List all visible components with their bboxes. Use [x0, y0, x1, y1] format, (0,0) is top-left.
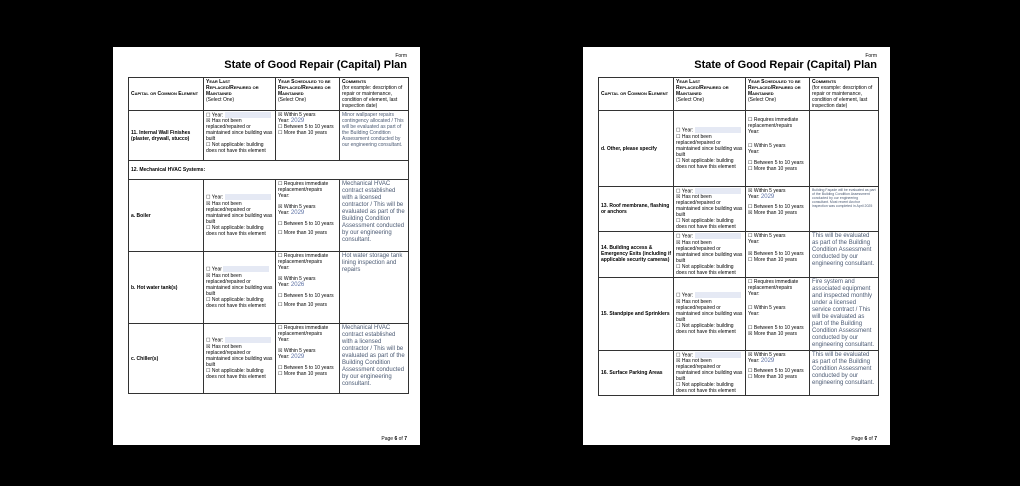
- comment-text[interactable]: Building Façade will be evaluated as part of the Building Condition Assessment conducted by our engineering consultant. Most recent Anchor inspection was completed in April 2025: [810, 187, 879, 232]
- not-applicable-checkbox[interactable]: ☐ Not applicable: building does not have this element: [676, 322, 736, 335]
- more-than-10-checkbox[interactable]: ☐ More than 10 years: [278, 371, 327, 377]
- year-checkbox[interactable]: ☐ Year:: [206, 112, 224, 119]
- year-input[interactable]: [225, 194, 271, 200]
- comment-text[interactable]: Fire system and associated equipment and inspected monthly under a licensed service contract / This will be evaluated as part of the Building Condition Assessment conducted by our engineering consultant.: [810, 277, 879, 350]
- immediate-year-label: Year:: [278, 265, 290, 271]
- comment-text[interactable]: This will be evaluated as part of the Building Condition Assessment conducted by our engineering consultant.: [810, 232, 879, 277]
- table-row: [129, 252, 409, 324]
- repair-plan-table: [128, 77, 409, 394]
- scheduled-options: [746, 111, 810, 187]
- table-header-row: [599, 78, 879, 111]
- more-than-10-checkbox[interactable]: ☐ More than 10 years: [278, 302, 327, 308]
- year-value[interactable]: 2029: [760, 194, 775, 200]
- year-label: Year:: [278, 118, 290, 124]
- year-input[interactable]: [695, 352, 741, 358]
- more-than-10-checkbox[interactable]: ☒ More than 10 years: [748, 330, 797, 337]
- section-title: 12. Mechanical HVAC Systems:: [129, 161, 409, 180]
- last-options: [204, 111, 276, 161]
- year-input[interactable]: [695, 233, 741, 239]
- page-title: State of Good Repair (Capital) Plan: [694, 59, 877, 71]
- repair-plan-table: [598, 77, 879, 396]
- last-options: [674, 232, 746, 277]
- not-replaced-checkbox[interactable]: ☒ Has not been replaced/repaired or maintained since building was built: [206, 343, 273, 368]
- scheduled-options: [276, 324, 340, 394]
- year-checkbox[interactable]: ☐ Year:: [676, 351, 694, 358]
- immediate-checkbox[interactable]: ☐ Requires immediate replacement/repairs: [278, 325, 329, 337]
- more-than-10-checkbox[interactable]: ☐ More than 10 years: [278, 230, 327, 236]
- not-replaced-checkbox[interactable]: ☐ Has not been replaced/repaired or maintained since building was built: [676, 133, 743, 158]
- table-row: [129, 180, 409, 252]
- form-page-left: [113, 47, 420, 445]
- not-replaced-checkbox[interactable]: ☒ Has not been replaced/repaired or maintained since building was built: [676, 357, 743, 382]
- year-value[interactable]: 2029: [290, 210, 305, 216]
- not-replaced-checkbox[interactable]: ☒ Has not been replaced/repaired or maintained since building was built: [206, 200, 273, 225]
- within-5-checkbox[interactable]: ☒ Within 5 years: [748, 351, 786, 358]
- year-checkbox[interactable]: ☐ Year:: [676, 127, 694, 134]
- year-checkbox[interactable]: ☐ Year:: [206, 337, 224, 344]
- within-5-checkbox[interactable]: ☒ Within 5 years: [278, 348, 316, 354]
- element-label: 11. Internal Wall Finishes (plaster, drywall, stucco): [129, 111, 204, 161]
- year-label: Year:: [748, 239, 760, 246]
- immediate-year-label: Year:: [278, 193, 290, 199]
- table-row: [599, 187, 879, 232]
- page-title: State of Good Repair (Capital) Plan: [224, 59, 407, 71]
- header-scheduled: Year Scheduled to be Replaced/Repaired or Maintained (Select One): [746, 78, 810, 111]
- year-input[interactable]: [695, 188, 741, 194]
- between-5-10-checkbox[interactable]: ☒ Between 5 to 10 years: [748, 251, 804, 258]
- element-label: b. Hot water tank(s): [129, 252, 204, 324]
- comment-text[interactable]: [810, 111, 879, 187]
- header-last: Year Last Replaced/Repaired or Maintained (Select One): [674, 78, 746, 111]
- between-5-10-checkbox[interactable]: ☐ Between 5 to 10 years: [748, 324, 804, 331]
- immediate-year-label: Year:: [748, 290, 760, 297]
- element-label: d. Other, please specify: [599, 111, 674, 187]
- header-comments: Comments (for example: description of repair or maintenance, condition of element, last inspection date): [810, 78, 879, 111]
- header-scheduled: Year Scheduled to be Replaced/Repaired or Maintained (Select One): [276, 78, 340, 111]
- header-last: Year Last Replaced/Repaired or Maintained (Select One): [204, 78, 276, 111]
- within-5-checkbox[interactable]: ☐ Within 5 years: [748, 143, 786, 149]
- form-label: Form: [865, 53, 877, 59]
- year-checkbox[interactable]: ☐ Year:: [676, 292, 694, 299]
- last-options: [204, 252, 276, 324]
- year-label: Year:: [278, 210, 290, 216]
- more-than-10-checkbox[interactable]: ☒ More than 10 years: [748, 210, 797, 216]
- last-options: [674, 187, 746, 232]
- comment-text[interactable]: Hot water storage tank lining inspection and repairs: [340, 252, 409, 324]
- immediate-checkbox[interactable]: ☐ Requires immediate replacement/repairs: [278, 181, 329, 193]
- table-row: [599, 232, 879, 277]
- header-element: Capital or Common Element: [599, 78, 674, 111]
- not-replaced-checkbox[interactable]: ☒ Has not been replaced/repaired or maintained since building was built: [206, 118, 273, 143]
- year-input[interactable]: [695, 292, 741, 298]
- not-replaced-checkbox[interactable]: ☒ Has not been replaced/repaired or maintained since building was built: [206, 272, 273, 297]
- not-applicable-checkbox[interactable]: ☐ Not applicable: building does not have this element: [206, 367, 266, 380]
- not-replaced-checkbox[interactable]: ☒ Has not been replaced/repaired or maintained since building was built: [676, 239, 743, 264]
- between-5-10-checkbox[interactable]: ☐ Between 5 to 10 years: [278, 221, 334, 227]
- immediate-year-label: Year:: [278, 337, 290, 343]
- not-applicable-checkbox[interactable]: ☐ Not applicable: building does not have this element: [206, 296, 266, 309]
- element-label: 16. Surface Parking Areas: [599, 350, 674, 395]
- year-input[interactable]: [225, 337, 271, 343]
- comment-text[interactable]: Mechanical HVAC contract established with a licensed contractor / This will be evaluated as part of the Building Condition Assessment conducted by our engineering consultant.: [340, 324, 409, 394]
- year-label: Year:: [278, 282, 290, 288]
- within-5-checkbox[interactable]: ☒ Within 5 years: [278, 204, 316, 210]
- last-options: [204, 180, 276, 252]
- scheduled-options: [746, 277, 810, 350]
- scheduled-options: [276, 252, 340, 324]
- header-comments: Comments (for example: description of repair or maintenance, condition of element, last inspection date): [340, 78, 409, 111]
- year-label: Year:: [748, 149, 760, 155]
- element-label: c. Chiller(s): [129, 324, 204, 394]
- element-label: 13. Roof membrane, flashing or anchors: [599, 187, 674, 232]
- more-than-10-checkbox[interactable]: ☐ More than 10 years: [748, 166, 797, 172]
- header-element: Capital or Common Element: [129, 78, 204, 111]
- scheduled-options: [276, 180, 340, 252]
- last-options: [204, 324, 276, 394]
- scheduled-options: [746, 187, 810, 232]
- between-5-10-checkbox[interactable]: ☐ Between 5 to 10 years: [278, 365, 334, 371]
- immediate-year-label: Year:: [748, 129, 760, 135]
- comment-text[interactable]: Mechanical HVAC contract established with a licensed contractor / This will be evaluated as part of the Building Condition Assessment conducted by our engineering consultant.: [340, 180, 409, 252]
- immediate-checkbox[interactable]: ☐ Requires immediate replacement/repairs: [278, 253, 329, 265]
- more-than-10-checkbox[interactable]: ☐ More than 10 years: [748, 373, 797, 380]
- year-value[interactable]: 2029: [760, 357, 775, 364]
- between-5-10-checkbox[interactable]: ☐ Between 5 to 10 years: [748, 204, 804, 210]
- year-value[interactable]: 2029: [290, 354, 305, 360]
- last-options: [674, 350, 746, 395]
- within-5-checkbox[interactable]: ☐ Within 5 years: [748, 233, 786, 240]
- table-header-row: [129, 78, 409, 111]
- table-row: [599, 350, 879, 395]
- immediate-checkbox[interactable]: ☐ Requires immediate replacement/repairs: [748, 117, 799, 129]
- not-applicable-checkbox[interactable]: ☐ Not applicable: building does not have this element: [206, 142, 266, 155]
- last-options: [674, 111, 746, 187]
- immediate-checkbox[interactable]: ☐ Requires immediate replacement/repairs: [748, 278, 799, 291]
- not-applicable-checkbox[interactable]: ☐ Not applicable: building does not have this element: [676, 381, 736, 394]
- within-5-checkbox[interactable]: ☒ Within 5 years: [748, 188, 786, 194]
- more-than-10-checkbox[interactable]: ☐ More than 10 years: [278, 130, 327, 136]
- element-label: 15. Standpipe and Sprinklers: [599, 277, 674, 350]
- within-5-checkbox[interactable]: ☐ Within 5 years: [748, 304, 786, 311]
- year-value[interactable]: 2029: [290, 118, 305, 124]
- not-applicable-checkbox[interactable]: ☐ Not applicable: building does not have this element: [676, 218, 736, 231]
- table-row: [129, 324, 409, 394]
- year-label: Year:: [748, 357, 760, 364]
- scheduled-options: [746, 232, 810, 277]
- form-page-right: [583, 47, 890, 445]
- year-checkbox[interactable]: ☐ Year:: [676, 188, 694, 195]
- year-checkbox[interactable]: ☐ Year:: [676, 233, 694, 240]
- scheduled-options: [746, 350, 810, 395]
- table-row: [129, 111, 409, 161]
- not-applicable-checkbox[interactable]: ☐ Not applicable: building does not have this element: [676, 157, 736, 170]
- between-5-10-checkbox[interactable]: ☐ Between 5 to 10 years: [748, 367, 804, 374]
- year-label: Year:: [748, 310, 760, 317]
- between-5-10-checkbox[interactable]: ☐ Between 5 to 10 years: [748, 160, 804, 166]
- between-5-10-checkbox[interactable]: ☐ Between 5 to 10 years: [278, 293, 334, 299]
- year-value[interactable]: 2026: [290, 282, 305, 288]
- not-applicable-checkbox[interactable]: ☐ Not applicable: building does not have this element: [676, 263, 736, 276]
- year-label: Year:: [748, 194, 760, 200]
- year-label: Year:: [278, 354, 290, 360]
- comment-text[interactable]: Minor wallpaper repairs contingency allocated / This will be evaluated as part of the Building Condition Assessment conducted by our engineering consultant.: [340, 111, 409, 161]
- year-input[interactable]: [223, 266, 269, 272]
- table-row: [599, 277, 879, 350]
- not-replaced-checkbox[interactable]: ☒ Has not been replaced/repaired or maintained since building was built: [676, 194, 743, 219]
- year-input[interactable]: [695, 127, 741, 133]
- year-checkbox[interactable]: ☐ Year: [206, 266, 222, 273]
- year-input[interactable]: [225, 112, 271, 118]
- table-row: [599, 111, 879, 187]
- between-5-10-checkbox[interactable]: ☐ Between 5 to 10 years: [278, 124, 334, 130]
- within-5-checkbox[interactable]: ☒ Within 5 years: [278, 276, 316, 282]
- more-than-10-checkbox[interactable]: ☐ More than 10 years: [748, 257, 797, 264]
- not-applicable-checkbox[interactable]: ☐ Not applicable: building does not have this element: [206, 224, 266, 237]
- page-number: Page 6 of 7: [381, 436, 407, 442]
- not-replaced-checkbox[interactable]: ☒ Has not been replaced/repaired or maintained since building was built: [676, 298, 743, 323]
- element-label: a. Boiler: [129, 180, 204, 252]
- page-number: Page 6 of 7: [851, 436, 877, 442]
- year-checkbox[interactable]: ☐ Year:: [206, 194, 224, 201]
- last-options: [674, 277, 746, 350]
- element-label: 14. Building access & Emergency Exits (including if applicable security cameras): [599, 232, 674, 277]
- comment-text[interactable]: This will be evaluated as part of the Building Condition Assessment conducted by our engineering consultant.: [810, 350, 879, 395]
- section-row: [129, 161, 409, 180]
- within-5-checkbox[interactable]: ☒ Within 5 years: [278, 112, 316, 118]
- scheduled-options: [276, 111, 340, 161]
- form-label: Form: [395, 53, 407, 59]
